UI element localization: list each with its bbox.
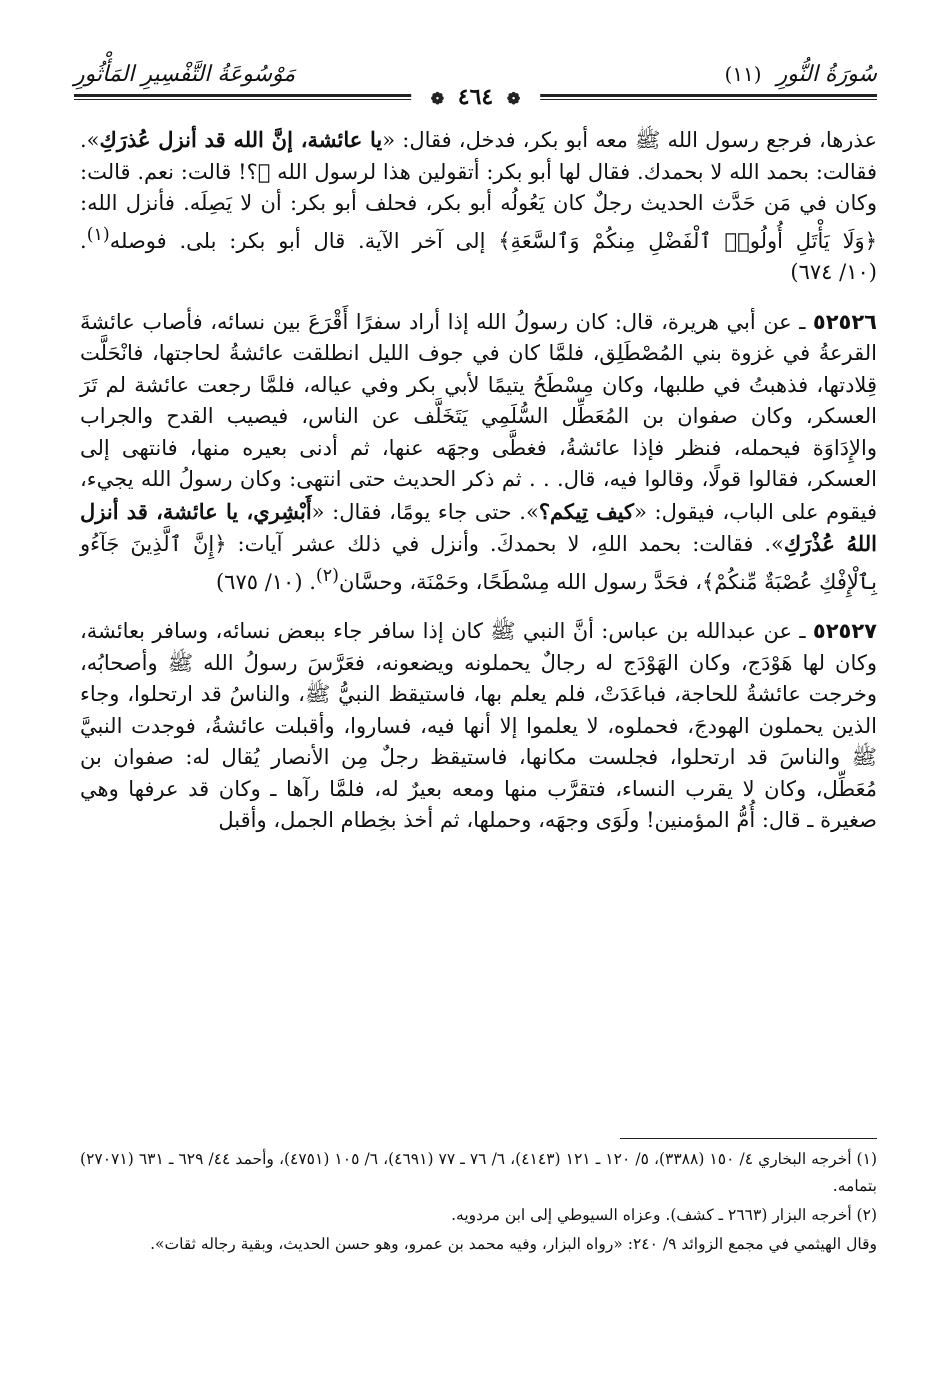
page-number: ٤٦٤	[457, 84, 494, 110]
ornament-icon: ❁	[506, 89, 521, 108]
main-text	[80, 124, 877, 849]
footnote-marker: (١)	[86, 224, 110, 245]
surah-number: (١١)	[724, 62, 762, 86]
footnote-2-continued: وقال الهيثمي في مجمع الزوائد ٩/ ٢٤٠: «رواه البزار، وفيه محمد بن عمرو، وهو حسن الحديث، وبقية رجاله ثقات».	[150, 1235, 877, 1253]
footnote-separator	[620, 1138, 877, 1139]
prophetic-quote: كيف تِيكم؟	[538, 498, 635, 524]
footnote-2: (٢) أخرجه البزار (٢٦٦٣ ـ كشف). وعزاه السيوطي إلى ابن مردويه.	[451, 1206, 877, 1224]
volume-page-ref: (١٠/ ٦٧٥)	[215, 569, 303, 594]
footnote-1: (١) أخرجه البخاري ٤/ ١٥٠ (٣٣٨٨)، ٥/ ١٢٠ ـ ١٢١ (٤١٤٣)، ٦/ ٧٦ ـ ٧٧ (٤٦٩١)، ٦/ ١٠٥ (٤٧٥١)، وأحمد ٤٤/ ٦٢٩ ـ ٦٣١ (٢٧٠٧١) بتمامه.	[80, 1150, 877, 1195]
text-run: .	[80, 228, 87, 253]
page-header	[74, 62, 877, 116]
page-number-box	[411, 84, 541, 110]
text-run: عذرها، فرجع رسول الله ﷺ معه أبو بكر، فدخل، فقال: «	[382, 128, 877, 152]
text-run: ». حتى جاء يومًا، فقال: «	[311, 499, 539, 524]
hadith-number: ٥٢٥٢٧	[812, 619, 877, 643]
hadith-52526	[80, 307, 877, 599]
hadith-number: ٥٢٥٢٦	[812, 309, 877, 334]
paragraph-continuation	[80, 124, 877, 289]
ornament-icon: ❁	[430, 89, 445, 108]
surah-name: سُورَةُ النُّورِ	[776, 62, 877, 87]
footnote-marker: (٢)	[315, 565, 339, 586]
surah-title	[725, 62, 878, 87]
hadith-52527	[80, 616, 877, 837]
text-run: ». فقالت: بحمد اللهِ، لا بحمدكَ. وأنزل في ذلك عشر آيات: ﴿إِنَّ ٱلَّذِينَ جَآءُو بِٱلْإِفْكِ عُصْبَةٌ مِّنكُمْ﴾، فحَدَّ رسول الله مِسْطَحًا، وحَمْنَة، وحسَّان	[80, 532, 877, 594]
text-run: ـ عن عبدالله بن عباس: أنَّ النبي ﷺ كان إذا سافر جاء ببعض نسائه، وسافر بعائشة، وكان لها هَوْدَج، وكان الهَوْدَج له رجالٌ يحملونه ويضعونه، فعَرَّسَ رسولُ الله ﷺ وأصحابُه، وخرجت عائشةُ للحاجة، فباعَدَتْ، فلم يعلم بها، فاستيقظ النبيُّ ﷺ، والناسُ قد ارتحلوا، وجاء الذين يحملون الهودجَ، فحملوه، لا يعلموا إلا أنها فيه، فساروا، وأقبلت عائشةُ، فوجدت النبيَّ ﷺ والناسَ قد ارتحلوا، فجلست مكانها، فاستيقظ رجلٌ مِن الأنصار يُقال له: صفوان بن مُعَطِّل، وكان لا يقرب النساء، فتقرَّب منها ومعه بعيرٌ له، فلمَّا رآها ـ وكان قد عرفها وهي صغيرة ـ قال: أُمُّ المؤمنين! ولَوَى وجهَه، وحملها، ثم أخذ بخِطام الجمل، وأقبل	[80, 619, 877, 832]
text-run: ». فقالت: بحمد الله لا بحمدك. فقال لها أبو بكر: أتقولين هذا لرسول الله ﷺ؟! قالت: نعم. قالت: وكان في مَن حَدَّث الحديث رجلٌ كان يَعُولُه أبو بكر، فحلف أبو بكر: أن لا يَصِلَه. فأنزل الله: ﴿وَلَا يَأْتَلِ أُولُوا۟ ٱلْفَضْلِ مِنكُمْ وَٱلسَّعَةِ﴾ إلى آخر الآية. قال أبو بكر: بلى. فوصله	[80, 128, 877, 253]
prophetic-quote: يا عائشة، إنَّ الله قد أنزل عُذرَكِ	[99, 127, 383, 152]
book-title: مَوْسُوعَةُ التَّفْسِيرِ المَأْثُورِ	[74, 62, 296, 87]
prophetic-quote: أَبْشِري، يا عائشة، قد أنزل اللهُ عُذْرَكِ	[80, 498, 877, 556]
text-run: ـ عن أبي هريرة، قال: كان رسولُ الله إذا أراد سفرًا أَقْرَعَ بين نسائه، فأصاب عائشةَ القرعةُ في غزوة بني المُصْطَلِق، فلمَّا كان في جوف الليل انطلقت عائشةُ لحاجتها، فانْحَلَّت قِلادتها، فذهبتُ في طلبها، وكان مِسْطَحُ يتيمًا لأبي بكر وفي عياله، فلمَّا رجعت عائشة لم تَرَ العسكر، وكان صفوان بن المُعَطِّل السُّلَمِي يَتَخَلَّف عن الناس، فيصيب القدح والجراب والإِدَاوَة فيحمله، فنظر فإذا عائشةُ، فغطَّى وجهَه عنها، ثم أدنى بعيره منها، فانتهى إلى العسكر، فقالوا قولًا، وقالوا فيه، قال. . . ثم ذكر الحديث حتى انتهى: وكان رسولُ الله يجيء، فيقوم على الباب، فيقول: «	[80, 309, 877, 524]
text-run: .	[309, 569, 316, 594]
footnotes	[80, 1146, 877, 1260]
volume-page-ref: (١٠/ ٦٧٤)	[790, 260, 877, 284]
